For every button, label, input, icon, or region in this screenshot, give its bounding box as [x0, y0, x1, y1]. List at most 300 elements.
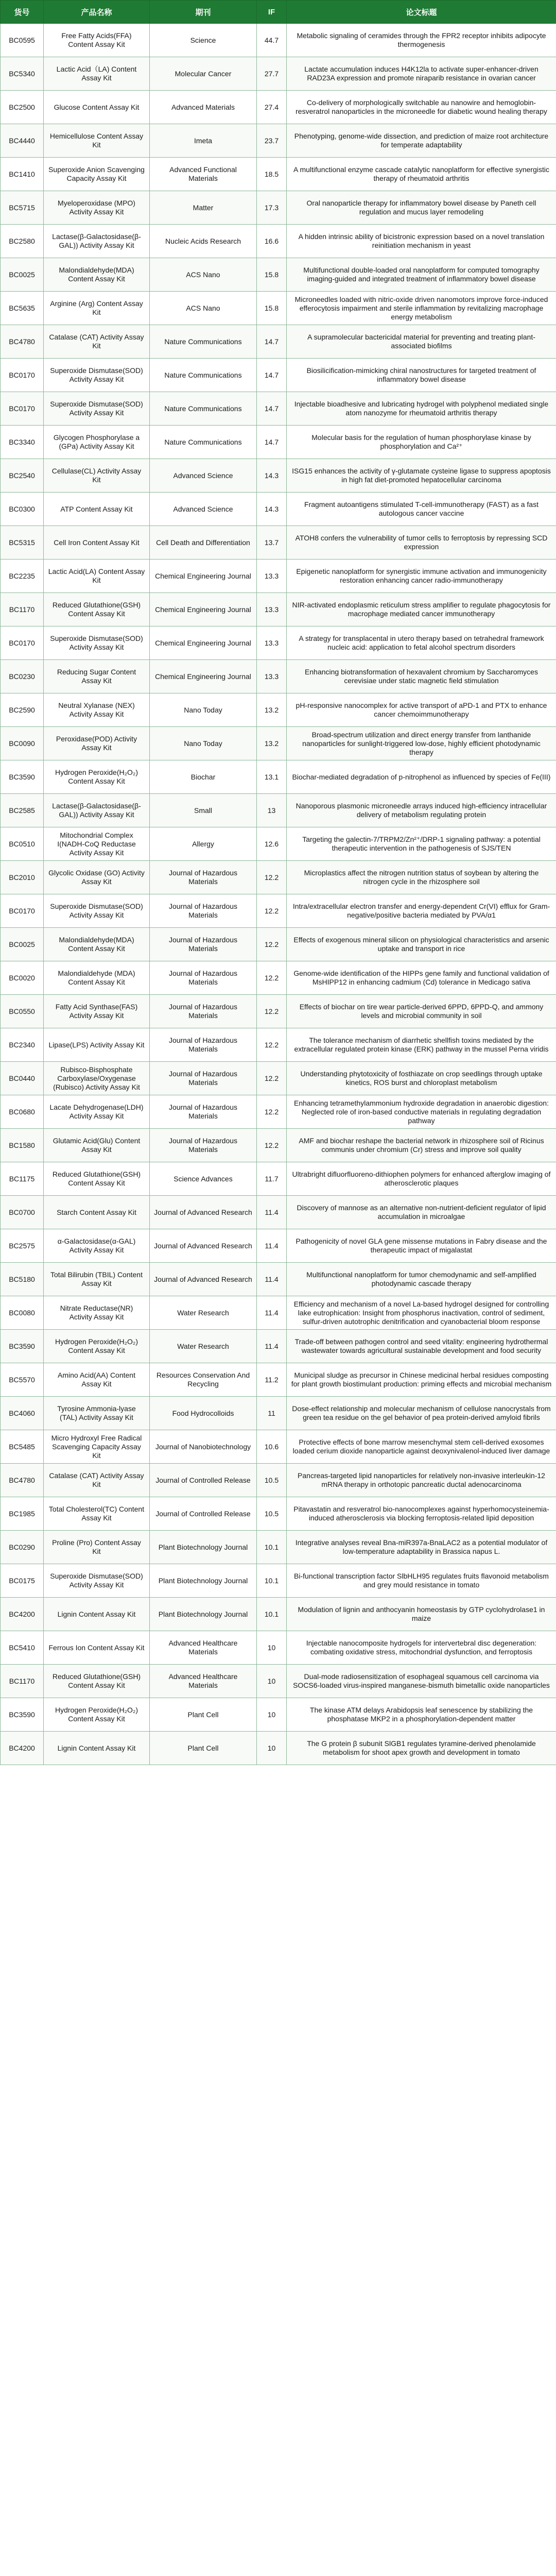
paper-title-cell: Oral nanoparticle therapy for inflammatory bowel disease by Paneth cell regulation and mucus layer remodeling — [287, 191, 556, 225]
impact-factor-cell: 10 — [257, 1631, 287, 1665]
journal-cell: Biochar — [150, 760, 257, 794]
sku-cell: BC0550 — [1, 995, 44, 1028]
paper-title-cell: A hidden intrinsic ability of bicistronic expression based on a novel translation reinitiation mechanism in yeast — [287, 225, 556, 258]
table-row — [1, 727, 556, 760]
table-row — [1, 1397, 556, 1430]
sku-cell: BC5715 — [1, 191, 44, 225]
paper-title-cell: Pathogenicity of novel GLA gene missense mutations in Fabry disease and the therapeutic impact of migalastat — [287, 1229, 556, 1263]
impact-factor-cell: 12.2 — [257, 1095, 287, 1129]
journal-cell: Plant Cell — [150, 1698, 257, 1732]
journal-cell: Science — [150, 24, 257, 57]
table-row — [1, 225, 556, 258]
sku-cell: BC1175 — [1, 1162, 44, 1196]
product-name-cell: Lipase(LPS) Activity Assay Kit — [44, 1028, 150, 1062]
impact-factor-cell: 17.3 — [257, 191, 287, 225]
product-name-cell: Glycogen Phosphorylase a (GPa) Activity Assay Kit — [44, 426, 150, 459]
journal-cell: Journal of Controlled Release — [150, 1464, 257, 1497]
table-row — [1, 493, 556, 526]
sku-cell: BC4780 — [1, 1464, 44, 1497]
sku-cell: BC2540 — [1, 459, 44, 493]
journal-cell: ACS Nano — [150, 292, 257, 325]
impact-factor-cell: 13.1 — [257, 760, 287, 794]
paper-title-cell: Discovery of mannose as an alternative non-nutrient-deficient regulator of lipid accumulation in microalgae — [287, 1196, 556, 1229]
table-row — [1, 1631, 556, 1665]
impact-factor-cell: 13.3 — [257, 660, 287, 693]
journal-cell: Journal of Advanced Research — [150, 1263, 257, 1296]
impact-factor-cell: 14.3 — [257, 459, 287, 493]
product-name-cell: Lacate Dehydrogenase(LDH) Activity Assay Kit — [44, 1095, 150, 1129]
table-row — [1, 1732, 556, 1765]
impact-factor-cell: 15.8 — [257, 292, 287, 325]
impact-factor-cell: 18.5 — [257, 158, 287, 191]
table-row — [1, 124, 556, 158]
impact-factor-cell: 15.8 — [257, 258, 287, 292]
product-name-cell: Peroxidase(POD) Activity Assay Kit — [44, 727, 150, 760]
impact-factor-cell: 12.2 — [257, 995, 287, 1028]
product-name-cell: Cell Iron Content Assay Kit — [44, 526, 150, 560]
product-name-cell: Myeloperoxidase (MPO) Activity Assay Kit — [44, 191, 150, 225]
table-row — [1, 1296, 556, 1330]
journal-cell: Advanced Healthcare Materials — [150, 1631, 257, 1665]
header-sku: 货号 — [1, 1, 44, 24]
journal-cell: Chemical Engineering Journal — [150, 626, 257, 660]
journal-cell: Food Hydrocolloids — [150, 1397, 257, 1430]
table-row — [1, 1531, 556, 1564]
sku-cell: BC0025 — [1, 928, 44, 961]
header-product-name: 产品名称 — [44, 1, 150, 24]
product-name-cell: Hydrogen Peroxide(H₂O₂) Content Assay Kit — [44, 1330, 150, 1363]
table-row — [1, 258, 556, 292]
table-row — [1, 359, 556, 392]
sku-cell: BC0175 — [1, 1564, 44, 1598]
paper-title-cell: Protective effects of bone marrow mesenchymal stem cell-derived exosomes loaded cerium dioxide nanoparticle against deoxynivalenol-induced liver damage — [287, 1430, 556, 1464]
impact-factor-cell: 12.2 — [257, 1028, 287, 1062]
paper-title-cell: Injectable nanocomposite hydrogels for intervertebral disc degeneration: combating oxidative stress, mitochondrial dysfunction, and ferroptosis — [287, 1631, 556, 1665]
impact-factor-cell: 12.2 — [257, 928, 287, 961]
paper-title-cell: Pancreas-targeted lipid nanoparticles for relatively non-invasive interleukin-12 mRNA therapy in orthotopic pancreatic ductal adenocarcinoma — [287, 1464, 556, 1497]
journal-cell: Imeta — [150, 124, 257, 158]
sku-cell: BC0700 — [1, 1196, 44, 1229]
impact-factor-cell: 12.2 — [257, 861, 287, 894]
product-name-cell: Reducing Sugar Content Assay Kit — [44, 660, 150, 693]
product-name-cell: Fatty Acid Synthase(FAS) Activity Assay Kit — [44, 995, 150, 1028]
table-row — [1, 158, 556, 191]
paper-title-cell: Enhancing biotransformation of hexavalent chromium by Saccharomyces cerevisiae under static magnetic field stimulation — [287, 660, 556, 693]
product-name-cell: Malondialdehyde (MDA) Content Assay Kit — [44, 961, 150, 995]
table-row — [1, 1698, 556, 1732]
sku-cell: BC0230 — [1, 660, 44, 693]
sku-cell: BC2585 — [1, 794, 44, 827]
product-name-cell: Glucose Content Assay Kit — [44, 91, 150, 124]
paper-title-cell: Fragment autoantigens stimulated T-cell-immunotherapy (FAST) as a fast autologous cancer vaccine — [287, 493, 556, 526]
table-row — [1, 1564, 556, 1598]
sku-cell: BC0170 — [1, 894, 44, 928]
table-row — [1, 1229, 556, 1263]
impact-factor-cell: 13.3 — [257, 593, 287, 626]
journal-cell: Journal of Hazardous Materials — [150, 1129, 257, 1162]
product-name-cell: Hydrogen Peroxide(H₂O₂) Content Assay Kit — [44, 760, 150, 794]
product-name-cell: Ferrous Ion Content Assay Kit — [44, 1631, 150, 1665]
sku-cell: BC0170 — [1, 359, 44, 392]
sku-cell: BC5485 — [1, 1430, 44, 1464]
product-name-cell: Total Cholesterol(TC) Content Assay Kit — [44, 1497, 150, 1531]
product-name-cell: Glycolic Oxidase (GO) Activity Assay Kit — [44, 861, 150, 894]
impact-factor-cell: 14.7 — [257, 359, 287, 392]
impact-factor-cell: 13.2 — [257, 727, 287, 760]
table-row — [1, 1028, 556, 1062]
sku-cell: BC0080 — [1, 1296, 44, 1330]
journal-cell: Resources Conservation And Recycling — [150, 1363, 257, 1397]
paper-title-cell: Biochar-mediated degradation of p-nitrophenol as influenced by species of Fe(III) — [287, 760, 556, 794]
impact-factor-cell: 12.2 — [257, 1062, 287, 1095]
impact-factor-cell: 14.7 — [257, 426, 287, 459]
product-name-cell: Hydrogen Peroxide(H₂O₂) Content Assay Kit — [44, 1698, 150, 1732]
journal-cell: Allergy — [150, 827, 257, 861]
paper-title-cell: Lactate accumulation induces H4K12la to activate super-enhancer-driven RAD23A expression and promote niraparib resistance in ovarian cancer — [287, 57, 556, 91]
paper-title-cell: Broad-spectrum utilization and direct energy transfer from lanthanide nanoparticles for sunlight-triggered low-dose, highly efficient photodynamic therapy — [287, 727, 556, 760]
impact-factor-cell: 11.4 — [257, 1296, 287, 1330]
product-name-cell: Reduced Glutathione(GSH) Content Assay Kit — [44, 593, 150, 626]
sku-cell: BC0170 — [1, 626, 44, 660]
sku-cell: BC1170 — [1, 1665, 44, 1698]
header-journal: 期刊 — [150, 1, 257, 24]
paper-title-cell: Biosilicification-mimicking chiral nanostructures for targeted treatment of inflammatory bowel disease — [287, 359, 556, 392]
product-name-cell: ATP Content Assay Kit — [44, 493, 150, 526]
impact-factor-cell: 13.3 — [257, 626, 287, 660]
journal-cell: Science Advances — [150, 1162, 257, 1196]
impact-factor-cell: 14.3 — [257, 493, 287, 526]
product-name-cell: Lactase(β-Galactosidase(β-GAL)) Activity Assay Kit — [44, 225, 150, 258]
sku-cell: BC5635 — [1, 292, 44, 325]
journal-cell: Plant Biotechnology Journal — [150, 1531, 257, 1564]
journal-cell: Nano Today — [150, 727, 257, 760]
product-name-cell: Malondialdehyde(MDA) Content Assay Kit — [44, 258, 150, 292]
impact-factor-cell: 16.6 — [257, 225, 287, 258]
sku-cell: BC2235 — [1, 560, 44, 593]
table-row — [1, 626, 556, 660]
impact-factor-cell: 11.4 — [257, 1196, 287, 1229]
paper-title-cell: Nanoporous plasmonic microneedle arrays induced high-efficiency intracellular delivery of metabolism regulating protein — [287, 794, 556, 827]
product-name-cell: Catalase (CAT) Activity Assay Kit — [44, 325, 150, 359]
product-name-cell: Superoxide Dismutase(SOD) Activity Assay Kit — [44, 1564, 150, 1598]
product-name-cell: Catalase (CAT) Activity Assay Kit — [44, 1464, 150, 1497]
paper-title-cell: Ultrabright difluorfluoreno-dithiophen polymers for enhanced afterglow imaging of atherosclerotic plaques — [287, 1162, 556, 1196]
journal-cell: Journal of Hazardous Materials — [150, 995, 257, 1028]
table-row — [1, 1430, 556, 1464]
paper-title-cell: ISG15 enhances the activity of γ-glutamate cysteine ligase to suppress apoptosis in high fat diet-promoted hepatocellular carcinoma — [287, 459, 556, 493]
impact-factor-cell: 13.2 — [257, 693, 287, 727]
journal-cell: Plant Biotechnology Journal — [150, 1598, 257, 1631]
journal-cell: Advanced Science — [150, 459, 257, 493]
paper-title-cell: NIR-activated endoplasmic reticulum stress amplifier to regulate phagocytosis for macrophage mediated cancer immunotherapy — [287, 593, 556, 626]
product-name-cell: Superoxide Dismutase(SOD) Activity Assay Kit — [44, 894, 150, 928]
paper-title-cell: Bi-functional transcription factor SlbHLH95 regulates fruits flavonoid metabolism and grey mould resistance in tomato — [287, 1564, 556, 1598]
product-name-cell: Reduced Glutathione(GSH) Content Assay Kit — [44, 1162, 150, 1196]
sku-cell: BC2575 — [1, 1229, 44, 1263]
paper-title-cell: Effects of biochar on tire wear particle-derived 6PPD, 6PPD-Q, and ammony levels and microbial community in soil — [287, 995, 556, 1028]
product-name-cell: Starch Content Assay Kit — [44, 1196, 150, 1229]
product-name-cell: Glutamic Acid(Glu) Content Assay Kit — [44, 1129, 150, 1162]
paper-title-cell: Phenotyping, genome-wide dissection, and prediction of maize root architecture for temperate adaptability — [287, 124, 556, 158]
product-name-cell: Total Bilirubin (TBIL) Content Assay Kit — [44, 1263, 150, 1296]
table-row — [1, 961, 556, 995]
product-name-cell: Rubisco-Bisphosphate Carboxylase/Oxygenase (Rubisco) Activity Assay Kit — [44, 1062, 150, 1095]
table-row — [1, 928, 556, 961]
journal-cell: Chemical Engineering Journal — [150, 593, 257, 626]
product-name-cell: Lactic Acid（LA) Content Assay Kit — [44, 57, 150, 91]
impact-factor-cell: 23.7 — [257, 124, 287, 158]
sku-cell: BC3590 — [1, 1698, 44, 1732]
paper-title-cell: Multifunctional double-loaded oral nanoplatform for computed tomography imaging-guided and integrated treatment of inflammatory bowel disease — [287, 258, 556, 292]
table-row — [1, 995, 556, 1028]
table-row — [1, 1062, 556, 1095]
paper-title-cell: AMF and biochar reshape the bacterial network in rhizosphere soil of Ricinus communis under chromium (Cr) stress and improve soil quality — [287, 1129, 556, 1162]
table-row — [1, 526, 556, 560]
table-row — [1, 24, 556, 57]
paper-title-cell: Efficiency and mechanism of a novel La-based hydrogel designed for controlling lake eutrophication: Insight from phosphorus inactivation, control of sediment, sulfur-driven autotrophic denitrification and cyanobacterial bloom response — [287, 1296, 556, 1330]
table-row — [1, 1665, 556, 1698]
product-name-cell: α-Galactosidase(α-GAL) Activity Assay Kit — [44, 1229, 150, 1263]
product-name-cell: Lignin Content Assay Kit — [44, 1732, 150, 1765]
table-row — [1, 1196, 556, 1229]
table-row — [1, 560, 556, 593]
journal-cell: Small — [150, 794, 257, 827]
impact-factor-cell: 10 — [257, 1665, 287, 1698]
table-row — [1, 91, 556, 124]
journal-cell: Journal of Advanced Research — [150, 1229, 257, 1263]
paper-title-cell: Trade-off between pathogen control and seed vitality: engineering hydrothermal wastewater towards agricultural sustainable development and food security — [287, 1330, 556, 1363]
sku-cell: BC5570 — [1, 1363, 44, 1397]
table-row — [1, 459, 556, 493]
impact-factor-cell: 27.7 — [257, 57, 287, 91]
paper-title-cell: Pitavastatin and resveratrol bio-nanocomplexes against hyperhomocysteinemia-induced atherosclerosis via blocking ferroptosis-related lipid deposition — [287, 1497, 556, 1531]
product-name-cell: Lactase(β-Galactosidase(β-GAL)) Activity Assay Kit — [44, 794, 150, 827]
journal-cell: Nature Communications — [150, 359, 257, 392]
sku-cell: BC2340 — [1, 1028, 44, 1062]
sku-cell: BC1580 — [1, 1129, 44, 1162]
impact-factor-cell: 12.6 — [257, 827, 287, 861]
journal-cell: Plant Biotechnology Journal — [150, 1564, 257, 1598]
journal-cell: Journal of Controlled Release — [150, 1497, 257, 1531]
impact-factor-cell: 10.5 — [257, 1464, 287, 1497]
journal-cell: Molecular Cancer — [150, 57, 257, 91]
table-row — [1, 1598, 556, 1631]
header-row — [1, 1, 556, 24]
product-name-cell: Lignin Content Assay Kit — [44, 1598, 150, 1631]
sku-cell: BC5180 — [1, 1263, 44, 1296]
journal-cell: Nucleic Acids Research — [150, 225, 257, 258]
impact-factor-cell: 10 — [257, 1732, 287, 1765]
header-impact-factor: IF — [257, 1, 287, 24]
impact-factor-cell: 11.7 — [257, 1162, 287, 1196]
sku-cell: BC5410 — [1, 1631, 44, 1665]
sku-cell: BC1170 — [1, 593, 44, 626]
table-row — [1, 325, 556, 359]
sku-cell: BC2500 — [1, 91, 44, 124]
table-row — [1, 827, 556, 861]
journal-cell: Journal of Hazardous Materials — [150, 1028, 257, 1062]
impact-factor-cell: 14.7 — [257, 325, 287, 359]
impact-factor-cell: 10.1 — [257, 1564, 287, 1598]
impact-factor-cell: 12.2 — [257, 894, 287, 928]
product-name-cell: Superoxide Dismutase(SOD) Activity Assay Kit — [44, 392, 150, 426]
sku-cell: BC0025 — [1, 258, 44, 292]
sku-cell: BC2590 — [1, 693, 44, 727]
table-row — [1, 1263, 556, 1296]
product-name-cell: Cellulase(CL) Activity Assay Kit — [44, 459, 150, 493]
journal-cell: Plant Cell — [150, 1732, 257, 1765]
impact-factor-cell: 13.7 — [257, 526, 287, 560]
table-row — [1, 794, 556, 827]
impact-factor-cell: 12.2 — [257, 1129, 287, 1162]
paper-title-cell: A multifunctional enzyme cascade catalytic nanoplatform for effective synergistic therapy of rheumatoid arthritis — [287, 158, 556, 191]
sku-cell: BC4200 — [1, 1732, 44, 1765]
paper-title-cell: Metabolic signaling of ceramides through the FPR2 receptor inhibits adipocyte thermogenesis — [287, 24, 556, 57]
sku-cell: BC4780 — [1, 325, 44, 359]
table-row — [1, 593, 556, 626]
journal-cell: Advanced Functional Materials — [150, 158, 257, 191]
sku-cell: BC1985 — [1, 1497, 44, 1531]
sku-cell: BC0290 — [1, 1531, 44, 1564]
sku-cell: BC2010 — [1, 861, 44, 894]
product-name-cell: Arginine (Arg) Content Assay Kit — [44, 292, 150, 325]
impact-factor-cell: 10 — [257, 1698, 287, 1732]
table-row — [1, 1330, 556, 1363]
table-header — [1, 1, 556, 24]
paper-title-cell: Understanding phytotoxicity of fosthiazate on crop seedlings through uptake kinetics, ROS burst and chloroplast metabolism — [287, 1062, 556, 1095]
sku-cell: BC0440 — [1, 1062, 44, 1095]
table-row — [1, 1363, 556, 1397]
product-name-cell: Lactic Acid(LA) Content Assay Kit — [44, 560, 150, 593]
paper-title-cell: Epigenetic nanoplatform for synergistic immune activation and immunogenicity restoration enhancing cancer radio-immunotherapy — [287, 560, 556, 593]
table-row — [1, 1464, 556, 1497]
paper-title-cell: A supramolecular bactericidal material for preventing and treating plant-associated biofilms — [287, 325, 556, 359]
header-paper-title: 论文标题 — [287, 1, 556, 24]
journal-cell: Cell Death and Differentiation — [150, 526, 257, 560]
paper-title-cell: The G protein β subunit SlGB1 regulates tyramine-derived phenolamide metabolism for shoot apex growth and development in tomato — [287, 1732, 556, 1765]
impact-factor-cell: 44.7 — [257, 24, 287, 57]
paper-title-cell: Injectable bioadhesive and lubricating hydrogel with polyphenol mediated single atom nanozyme for rheumatoid arthritis therapy — [287, 392, 556, 426]
product-name-cell: Reduced Glutathione(GSH) Content Assay Kit — [44, 1665, 150, 1698]
table-row — [1, 1129, 556, 1162]
journal-cell: Matter — [150, 191, 257, 225]
paper-title-cell: Intra/extracellular electron transfer and energy-dependent Cr(VI) efflux for Gram-negative/positive bacteria mediated by PVA/α1 — [287, 894, 556, 928]
sku-cell: BC3590 — [1, 1330, 44, 1363]
table-row — [1, 191, 556, 225]
journal-cell: Journal of Hazardous Materials — [150, 928, 257, 961]
paper-title-cell: Dose-effect relationship and molecular mechanism of cellulose nanocrystals from green tea residue on the gel behavior of pea protein-derived amyloid fibrils — [287, 1397, 556, 1430]
paper-title-cell: The kinase ATM delays Arabidopsis leaf senescence by stabilizing the phosphatase MKP2 in a phosphorylation-dependent matter — [287, 1698, 556, 1732]
table-row — [1, 760, 556, 794]
product-name-cell: Superoxide Anion Scavenging Capacity Assay Kit — [44, 158, 150, 191]
journal-cell: Advanced Science — [150, 493, 257, 526]
journal-cell: Journal of Hazardous Materials — [150, 861, 257, 894]
journal-cell: Journal of Hazardous Materials — [150, 961, 257, 995]
table-row — [1, 1095, 556, 1129]
impact-factor-cell: 12.2 — [257, 961, 287, 995]
product-name-cell: Proline (Pro) Content Assay Kit — [44, 1531, 150, 1564]
paper-title-cell: pH-responsive nanocomplex for active transport of aPD-1 and PTX to enhance cancer chemoimmunotherapy — [287, 693, 556, 727]
paper-title-cell: Municipal sludge as precursor in Chinese medicinal herbal residues composting for plant growth biostimulant production: priming effects and microbial mechanism — [287, 1363, 556, 1397]
impact-factor-cell: 11 — [257, 1397, 287, 1430]
paper-title-cell: Enhancing tetramethylammonium hydroxide degradation in anaerobic digestion: Neglected role of iron-based conductive materials in regulating degradation pathway — [287, 1095, 556, 1129]
table-row — [1, 1162, 556, 1196]
product-name-cell: Nitrate Reductase(NR) Activity Assay Kit — [44, 1296, 150, 1330]
table-row — [1, 660, 556, 693]
table-row — [1, 693, 556, 727]
sku-cell: BC4200 — [1, 1598, 44, 1631]
sku-cell: BC3340 — [1, 426, 44, 459]
sku-cell: BC0680 — [1, 1095, 44, 1129]
impact-factor-cell: 11.4 — [257, 1330, 287, 1363]
impact-factor-cell: 10.1 — [257, 1598, 287, 1631]
table-row — [1, 57, 556, 91]
paper-title-cell: Microplastics affect the nitrogen nutrition status of soybean by altering the nitrogen cycle in the rhizosphere soil — [287, 861, 556, 894]
journal-cell: Journal of Nanobiotechnology — [150, 1430, 257, 1464]
sku-cell: BC0595 — [1, 24, 44, 57]
table-row — [1, 861, 556, 894]
impact-factor-cell: 13 — [257, 794, 287, 827]
paper-title-cell: Microneedles loaded with nitric-oxide driven nanomotors improve force-induced efferocytosis impairment and sterile inflammation by revitalizing macrophage energy metabolism — [287, 292, 556, 325]
paper-title-cell: The tolerance mechanism of diarrhetic shellfish toxins mediated by the extracellular regulated protein kinase (ERK) pathway in the mussel Perna viridis — [287, 1028, 556, 1062]
journal-cell: Advanced Materials — [150, 91, 257, 124]
impact-factor-cell: 10.5 — [257, 1497, 287, 1531]
product-name-cell: Free Fatty Acids(FFA) Content Assay Kit — [44, 24, 150, 57]
paper-title-cell: Multifunctional nanoplatform for tumor chemodynamic and self-amplified photodynamic cascade therapy — [287, 1263, 556, 1296]
journal-cell: ACS Nano — [150, 258, 257, 292]
impact-factor-cell: 10.6 — [257, 1430, 287, 1464]
product-name-cell: Superoxide Dismutase(SOD) Activity Assay Kit — [44, 626, 150, 660]
product-name-cell: Tyrosine Ammonia-lyase (TAL) Activity Assay Kit — [44, 1397, 150, 1430]
product-name-cell: Superoxide Dismutase(SOD) Activity Assay Kit — [44, 359, 150, 392]
product-name-cell: Neutral Xylanase (NEX) Activity Assay Kit — [44, 693, 150, 727]
journal-cell: Journal of Advanced Research — [150, 1196, 257, 1229]
paper-title-cell: ATOH8 confers the vulnerability of tumor cells to ferroptosis by repressing SCD expression — [287, 526, 556, 560]
paper-title-cell: A strategy for transplacental in utero therapy based on tetrahedral framework nucleic acid: application to fetal alcohol spectrum disorders — [287, 626, 556, 660]
sku-cell: BC0300 — [1, 493, 44, 526]
journal-cell: Water Research — [150, 1330, 257, 1363]
impact-factor-cell: 14.7 — [257, 392, 287, 426]
sku-cell: BC5340 — [1, 57, 44, 91]
product-name-cell: Micro Hydroxyl Free Radical Scavenging Capacity Assay Kit — [44, 1430, 150, 1464]
paper-title-cell: Targeting the galectin-7/TRPM2/Zn²⁺/DRP-1 signaling pathway: a potential therapeutic intervention in the pathogenesis of SJS/TEN — [287, 827, 556, 861]
impact-factor-cell: 11.4 — [257, 1229, 287, 1263]
journal-cell: Nature Communications — [150, 392, 257, 426]
sku-cell: BC3590 — [1, 760, 44, 794]
sku-cell: BC2580 — [1, 225, 44, 258]
table-row — [1, 894, 556, 928]
journal-cell: Advanced Healthcare Materials — [150, 1665, 257, 1698]
table-row — [1, 392, 556, 426]
product-name-cell: Malondialdehyde(MDA) Content Assay Kit — [44, 928, 150, 961]
table-row — [1, 292, 556, 325]
table-row — [1, 1497, 556, 1531]
impact-factor-cell: 11.2 — [257, 1363, 287, 1397]
journal-cell: Nano Today — [150, 693, 257, 727]
journal-cell: Nature Communications — [150, 426, 257, 459]
impact-factor-cell: 10.1 — [257, 1531, 287, 1564]
paper-title-cell: Integrative analyses reveal Bna-miR397a-BnaLAC2 as a potential modulator of low-temperature adaptability in Brassica napus L. — [287, 1531, 556, 1564]
sku-cell: BC0170 — [1, 392, 44, 426]
sku-cell: BC0090 — [1, 727, 44, 760]
sku-cell: BC1410 — [1, 158, 44, 191]
paper-title-cell: Genome-wide identification of the HIPPs gene family and functional validation of MsHIPP12 in enhancing cadmium (Cd) tolerance in Medicago sativa — [287, 961, 556, 995]
journal-cell: Journal of Hazardous Materials — [150, 1095, 257, 1129]
sku-cell: BC4440 — [1, 124, 44, 158]
paper-title-cell: Co-delivery of morphologically switchable au nanowire and hemoglobin-resveratrol nanoparticles in the microneedle for diabetic wound healing therapy — [287, 91, 556, 124]
paper-title-cell: Molecular basis for the regulation of human phosphorylase kinase by phosphorylation and Ca²⁺ — [287, 426, 556, 459]
table-body — [1, 24, 556, 1765]
